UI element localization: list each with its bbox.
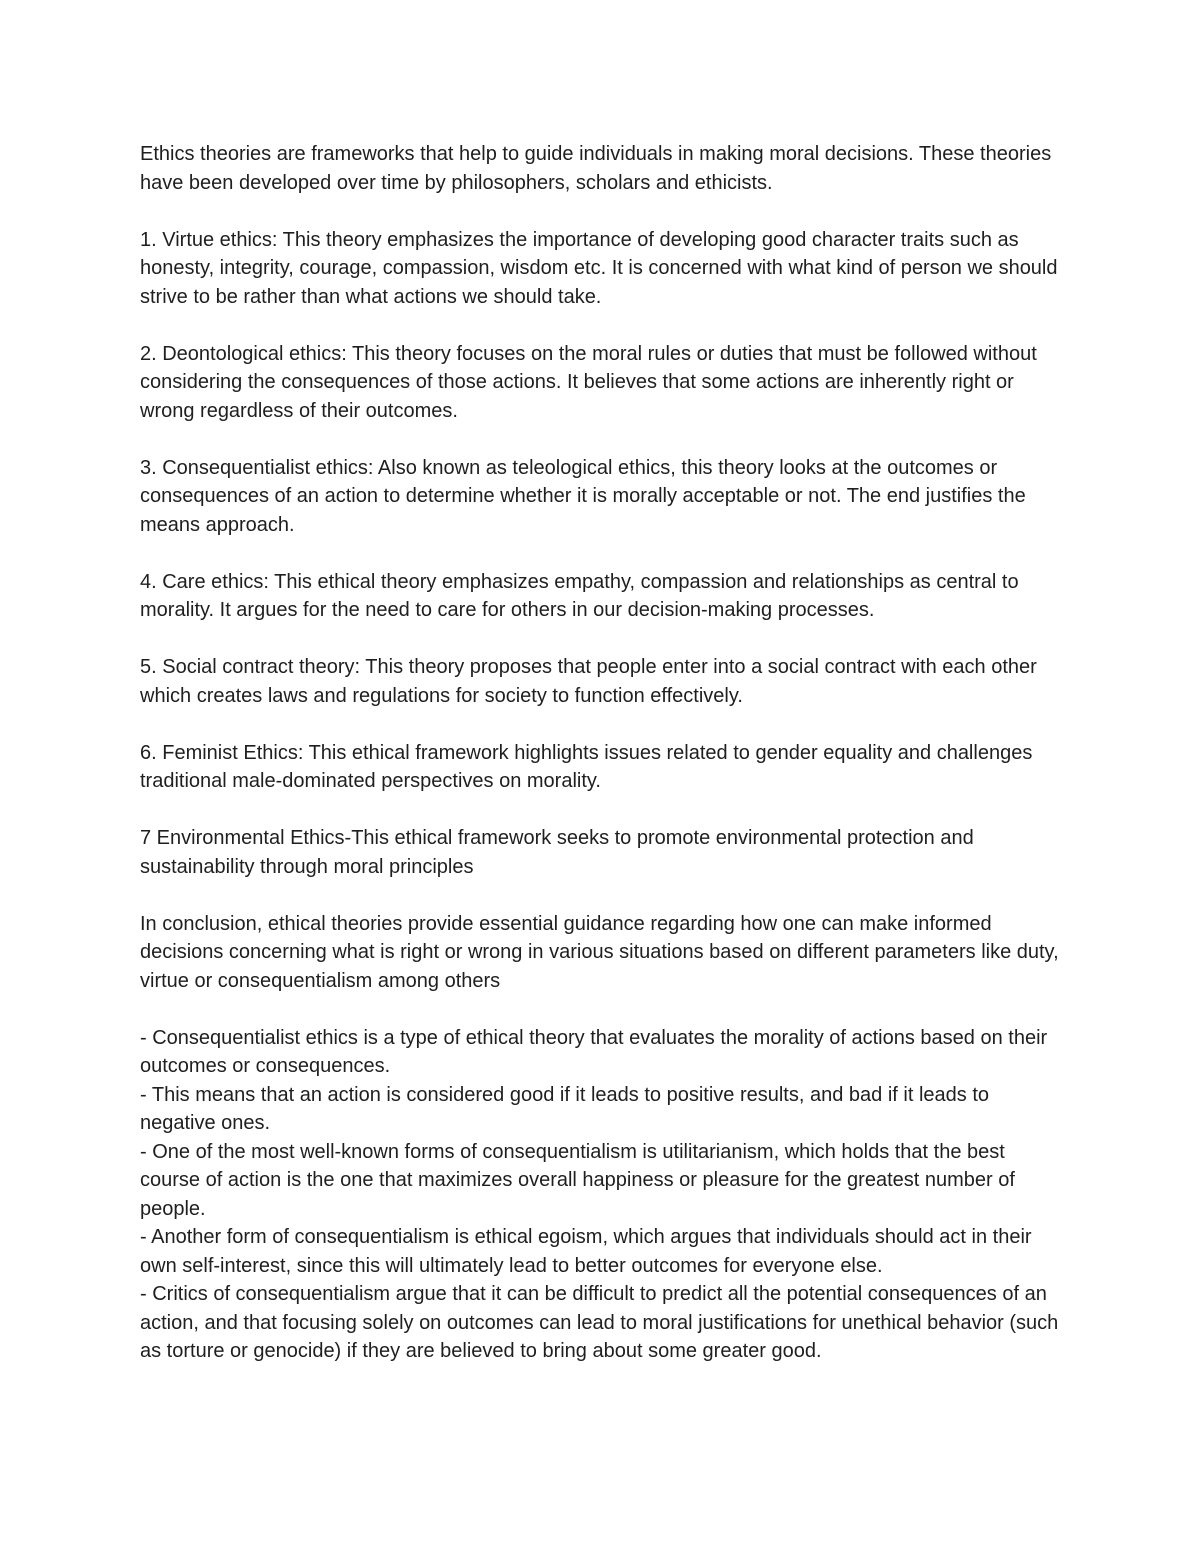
theory-virtue-ethics: 1. Virtue ethics: This theory emphasizes the importance of developing good character traits such as honesty, integrity, courage, compassion, wisdom etc. It is concerned with what kind of person we should strive to be rather than what actions we should take. <box>140 228 1058 308</box>
bullet-item: - Critics of consequentialism argue that it can be difficult to predict all the potential consequences of an action, and that focusing solely on outcomes can lead to moral justifications for unethical behavior (such as torture or genocide) if they are believed to bring about some greater good. <box>140 1283 1059 1362</box>
bullet-item: - Another form of consequentialism is ethical egoism, which argues that individuals should act in their own self-interest, since this will ultimately lead to better outcomes for everyone else. <box>140 1226 1032 1277</box>
theory-deontological-ethics: 2. Deontological ethics: This theory focuses on the moral rules or duties that must be followed without considering the consequences of those actions. It believes that some actions are inherently right or wrong regardless of their outcomes. <box>140 342 1037 422</box>
conclusion-paragraph: In conclusion, ethical theories provide essential guidance regarding how one can make informed decisions concerning what is right or wrong in various situations based on different parameters like duty, virtue or consequentialism among others <box>140 912 1059 992</box>
theory-social-contract: 5. Social contract theory: This theory proposes that people enter into a social contract with each other which creates laws and regulations for society to function effectively. <box>140 656 1037 707</box>
intro-paragraph: Ethics theories are frameworks that help to guide individuals in making moral decisions. These theories have been developed over time by philosophers, scholars and ethicists. <box>140 143 1052 194</box>
document-page <box>140 140 1065 1366</box>
theory-environmental-ethics: 7 Environmental Ethics-This ethical framework seeks to promote environmental protection and sustainability through moral principles <box>140 827 974 878</box>
bullet-item: - Consequentialist ethics is a type of ethical theory that evaluates the morality of actions based on their outcomes or consequences. <box>140 1026 1048 1077</box>
theory-consequentialist-ethics: 3. Consequentialist ethics: Also known as teleological ethics, this theory looks at the outcomes or consequences of an action to determine whether it is morally acceptable or not. The end justifies the means approach. <box>140 456 1026 536</box>
bullet-list <box>140 1024 1065 1366</box>
theory-care-ethics: 4. Care ethics: This ethical theory emphasizes empathy, compassion and relationships as central to morality. It argues for the need to care for others in our decision-making processes. <box>140 570 1019 621</box>
theory-feminist-ethics: 6. Feminist Ethics: This ethical framework highlights issues related to gender equality and challenges traditional male-dominated perspectives on morality. <box>140 741 1033 792</box>
bullet-item: - One of the most well-known forms of consequentialism is utilitarianism, which holds that the best course of action is the one that maximizes overall happiness or pleasure for the greatest number of people. <box>140 1140 1015 1220</box>
bullet-item: - This means that an action is considered good if it leads to positive results, and bad if it leads to negative ones. <box>140 1083 989 1134</box>
